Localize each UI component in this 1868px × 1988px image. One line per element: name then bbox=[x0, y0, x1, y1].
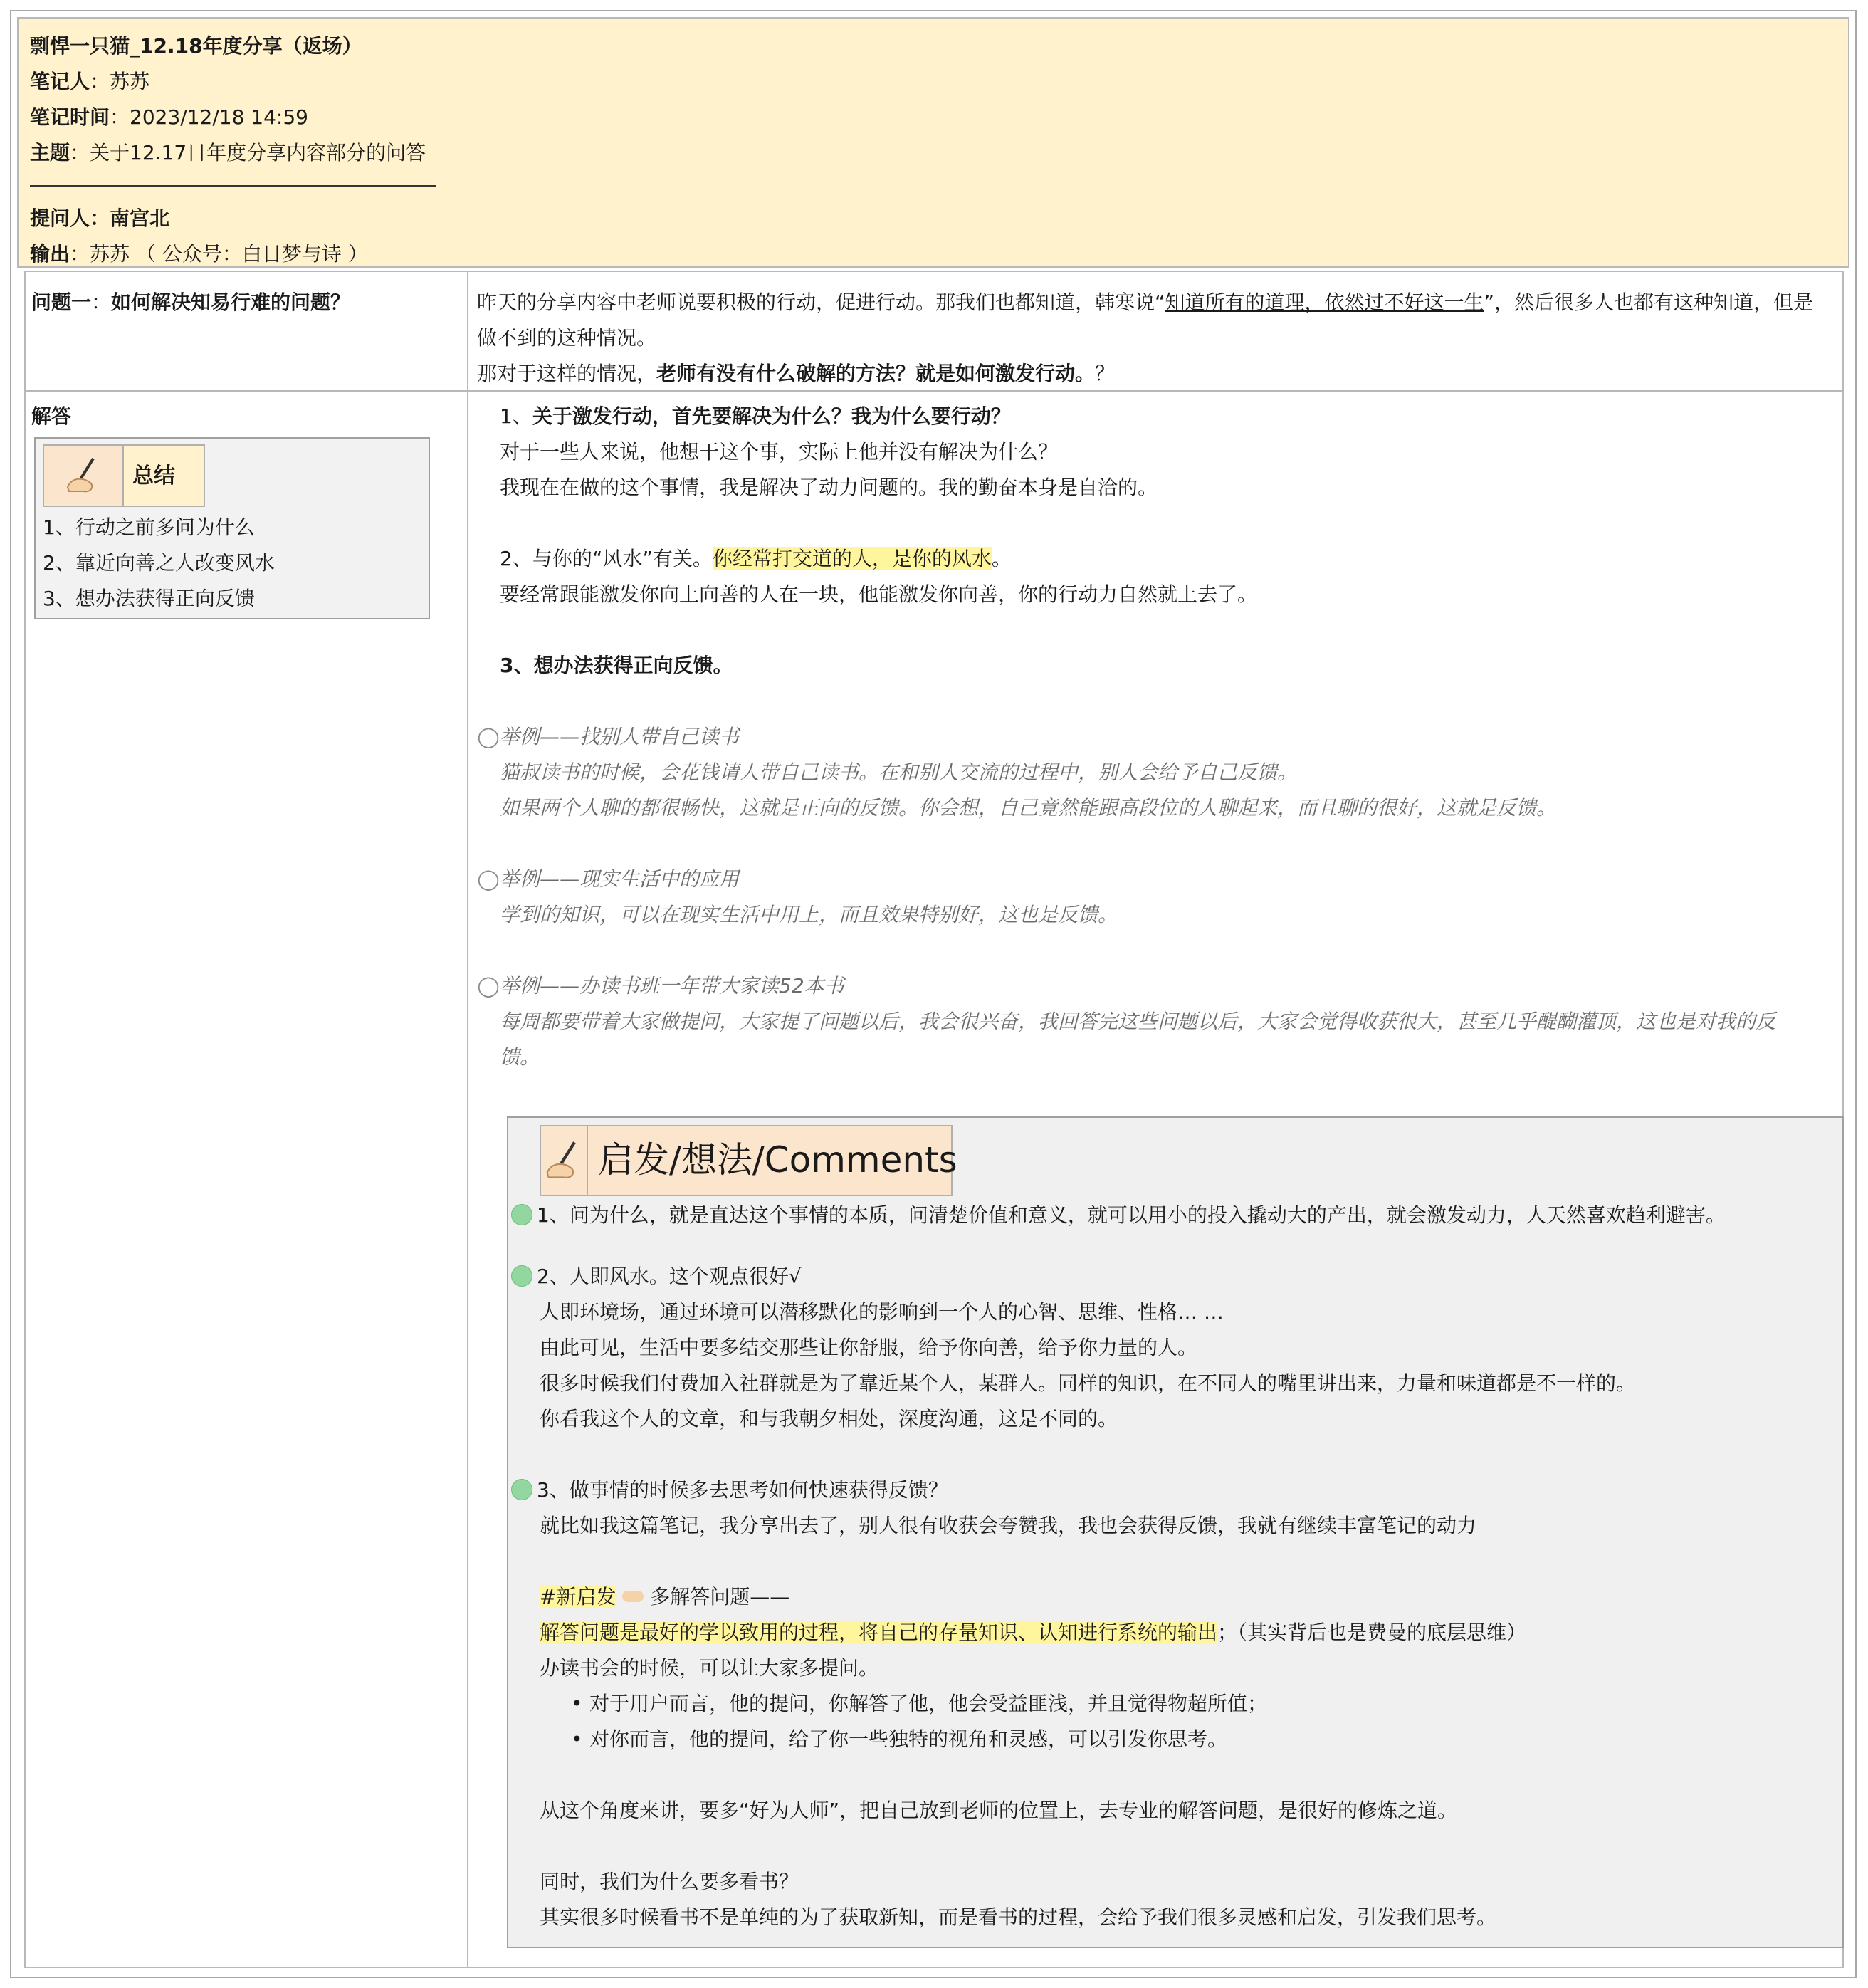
summary-box bbox=[34, 437, 430, 619]
example-line: 学到的知识，可以在现实生活中用上，而且效果特别好，这也是反馈。 bbox=[500, 903, 1118, 926]
bullet-list bbox=[511, 1686, 1835, 1757]
answer-text-cell bbox=[477, 399, 1830, 1075]
example-title-line bbox=[477, 968, 1830, 1004]
answer-point-1-line: 我现在在做的这个事情，我是解决了动力问题的。我的勤奋本身是自洽的。 bbox=[500, 476, 1158, 499]
highlight-after: ；（其实背后也是费曼的底层思维） bbox=[1217, 1621, 1527, 1644]
summary-item: 1、行动之前多问为什么 bbox=[43, 516, 255, 539]
highlight-text: 解答问题是最好的学以致用的过程，将自己的存量知识、认知进行系统的输出 bbox=[540, 1621, 1218, 1644]
summary-header bbox=[43, 444, 205, 507]
time-value: ：2023/12/18 14:59 bbox=[110, 105, 308, 129]
lightbulb-icon: ◯ bbox=[477, 867, 500, 891]
note-header bbox=[17, 17, 1849, 268]
question-text-2: ”，然后很多人也都有这种知道，但是做不到的这种情况。 bbox=[477, 291, 1814, 350]
comment-item bbox=[511, 1259, 1835, 1294]
example-line: 猫叔读书的时候，会花钱请人带自己读书。在和别人交流的过程中，别人会给予自己反馈。 bbox=[500, 760, 1298, 784]
pointing-hand-icon bbox=[622, 1591, 644, 1602]
question-text-3: 那对于这样的情况， bbox=[477, 362, 657, 385]
comment-line: 你看我这个人的文章，和与我朝夕相处，深度沟通，这是不同的。 bbox=[540, 1407, 1118, 1430]
recorder-label: 笔记人 bbox=[30, 70, 90, 93]
example-title-line bbox=[477, 862, 1830, 897]
output-value: ：苏苏 （ 公众号：白日梦与诗 ） bbox=[70, 242, 368, 266]
topic-label: 主题 bbox=[30, 141, 70, 164]
question-label: 问题一 bbox=[31, 291, 92, 314]
answer-point-1-num: 1、 bbox=[500, 404, 532, 428]
example-title: 举例——现实生活中的应用 bbox=[500, 867, 740, 891]
new-insight-tag: #新启发 bbox=[540, 1585, 616, 1608]
comment-line: 同时，我们为什么要多看书？ bbox=[540, 1870, 799, 1893]
example-line: 馈。 bbox=[500, 1045, 540, 1069]
note-title: 剽悍一只猫_12.18年度分享（返场） bbox=[30, 34, 362, 58]
comment-line: 从这个角度来讲，要多“好为人师”，把自己放到老师的位置上，去专业的解答问题，是很好的修炼之道。 bbox=[540, 1799, 1458, 1822]
recorder-line bbox=[30, 64, 1848, 100]
summary-item: 2、靠近向善之人改变风水 bbox=[43, 551, 275, 575]
bullet-item: • 对于用户而言，他的提问，你解答了他，他会受益匪浅，并且觉得物超所值； bbox=[589, 1686, 1835, 1722]
question-title: 如何解决知易行难的问题？ bbox=[111, 291, 351, 314]
comments-title: 启发/想法/Comments bbox=[598, 1139, 957, 1181]
topic-value: ：关于12.17日年度分享内容部分的问答 bbox=[70, 141, 426, 164]
answer-point-1 bbox=[500, 399, 1830, 434]
highlight-line bbox=[540, 1615, 1835, 1650]
summary-title: 总结 bbox=[132, 464, 175, 488]
writing-hand-icon bbox=[541, 1126, 588, 1195]
green-dot-icon bbox=[511, 1479, 532, 1500]
example-title-line bbox=[477, 719, 1830, 755]
summary-list bbox=[43, 510, 275, 617]
lightbulb-icon: ◯ bbox=[477, 974, 500, 998]
bullet-item: • 对你而言，他的提问，给了你一些独特的视角和灵感，可以引发你思考。 bbox=[589, 1722, 1835, 1757]
question-quote: 知道所有的道理，依然过不好这一生 bbox=[1165, 291, 1484, 314]
comment-line: 很多时候我们付费加入社群就是为了靠近某个人，某群人。同样的知识，在不同人的嘴里讲出来，力量和味道都是不一样的。 bbox=[540, 1371, 1637, 1395]
note-page bbox=[10, 10, 1857, 1978]
comment-line: 其实很多时候看书不是单纯的为了获取新知，而是看书的过程，会给予我们很多灵感和启发，引发我们思考。 bbox=[540, 1905, 1497, 1929]
comment-line: 就比如我这篇笔记，我分享出去了，别人很有收获会夸赞我，我也会获得反馈，我就有继续丰富笔记的动力 bbox=[540, 1514, 1477, 1537]
answer-point-2-b: 。 bbox=[991, 547, 1012, 570]
green-dot-icon bbox=[511, 1265, 532, 1287]
output-line bbox=[30, 236, 1848, 272]
question-text-cell bbox=[477, 285, 1830, 392]
header-divider bbox=[30, 185, 436, 187]
answer-point-2-highlight: 你经常打交道的人，是你的风水 bbox=[712, 547, 992, 570]
topic-line bbox=[30, 135, 1848, 171]
comment-item bbox=[511, 1472, 1835, 1508]
example-block bbox=[477, 968, 1830, 1075]
time-label: 笔记时间 bbox=[30, 105, 110, 129]
example-title: 举例——找别人带自己读书 bbox=[500, 725, 740, 748]
comment-line: 人即环境场，通过环境可以潜移默化的影响到一个人的心智、思维、性格… … bbox=[540, 1300, 1224, 1324]
comments-box bbox=[507, 1116, 1844, 1948]
answer-point-1-line: 对于一些人来说，他想干这个事，实际上他并没有解决为什么？ bbox=[500, 440, 1059, 464]
comment-item bbox=[511, 1198, 1835, 1233]
comments-body bbox=[511, 1198, 1835, 1935]
question-text-bold: 老师有没有什么破解的方法？就是如何激发行动。 bbox=[656, 362, 1096, 385]
comment-text: 3、做事情的时候多去思考如何快速获得反馈？ bbox=[537, 1478, 948, 1502]
answer-point-2-a: 2、与你的“风水”有关。 bbox=[500, 547, 713, 570]
writing-hand-icon bbox=[44, 446, 124, 506]
example-block bbox=[477, 862, 1830, 933]
comment-text: 2、人即风水。这个观点很好√ bbox=[537, 1265, 802, 1288]
question-label-cell bbox=[31, 285, 458, 320]
question-sep: ： bbox=[91, 291, 112, 314]
answer-point-2-line: 要经常跟能激发你向上向善的人在一块，他能激发你向善，你的行动力自然就上去了。 bbox=[500, 582, 1258, 606]
answer-point-3: 3、想办法获得正向反馈。 bbox=[500, 654, 733, 677]
comment-line: 由此可见，生活中要多结交那些让你舒服，给予你向善，给予你力量的人。 bbox=[540, 1336, 1198, 1359]
answer-label-cell bbox=[31, 399, 458, 434]
comment-text: 1、问为什么，就是直达这个事情的本质，问清楚价值和意义，就可以用小的投入撬动大的产出，就会激发动力，人天然喜欢趋利避害。 bbox=[537, 1203, 1726, 1227]
output-label: 输出 bbox=[30, 242, 70, 266]
answer-point-1-title: 关于激发行动，首先要解决为什么？我为什么要行动？ bbox=[532, 404, 1011, 428]
table-column-divider bbox=[467, 272, 468, 1967]
example-line: 每周都要带着大家做提问，大家提了问题以后，我会很兴奋，我回答完这些问题以后，大家会觉得收获很大，甚至几乎醍醐灌顶，这也是对我的反 bbox=[500, 1010, 1776, 1033]
green-dot-icon bbox=[511, 1204, 532, 1225]
answer-label: 解答 bbox=[31, 404, 72, 428]
comments-header bbox=[540, 1125, 957, 1196]
asker-line: 提问人：南宫北 bbox=[30, 206, 170, 230]
recorder-value: ：苏苏 bbox=[90, 70, 150, 93]
summary-item: 3、想办法获得正向反馈 bbox=[43, 587, 255, 610]
comment-line: 办读书会的时候，可以让大家多提问。 bbox=[540, 1656, 879, 1680]
example-block bbox=[477, 719, 1830, 826]
example-line: 如果两个人聊的都很畅快，这就是正向的反馈。你会想，自己竟然能跟高段位的人聊起来，而且聊的很好，这就是反馈。 bbox=[500, 796, 1557, 820]
new-insight-text: 多解答问题—— bbox=[650, 1585, 790, 1608]
time-line bbox=[30, 100, 1848, 135]
question-text-1: 昨天的分享内容中老师说要积极的行动，促进行动。那我们也都知道，韩寒说“ bbox=[477, 291, 1165, 314]
answer-point-2 bbox=[500, 541, 1830, 577]
new-insight-line bbox=[540, 1579, 1835, 1615]
question-text-4: ？ bbox=[1095, 362, 1116, 385]
lightbulb-icon: ◯ bbox=[477, 725, 500, 748]
qa-table bbox=[24, 271, 1844, 1968]
example-title: 举例——办读书班一年带大家读52本书 bbox=[500, 974, 844, 998]
